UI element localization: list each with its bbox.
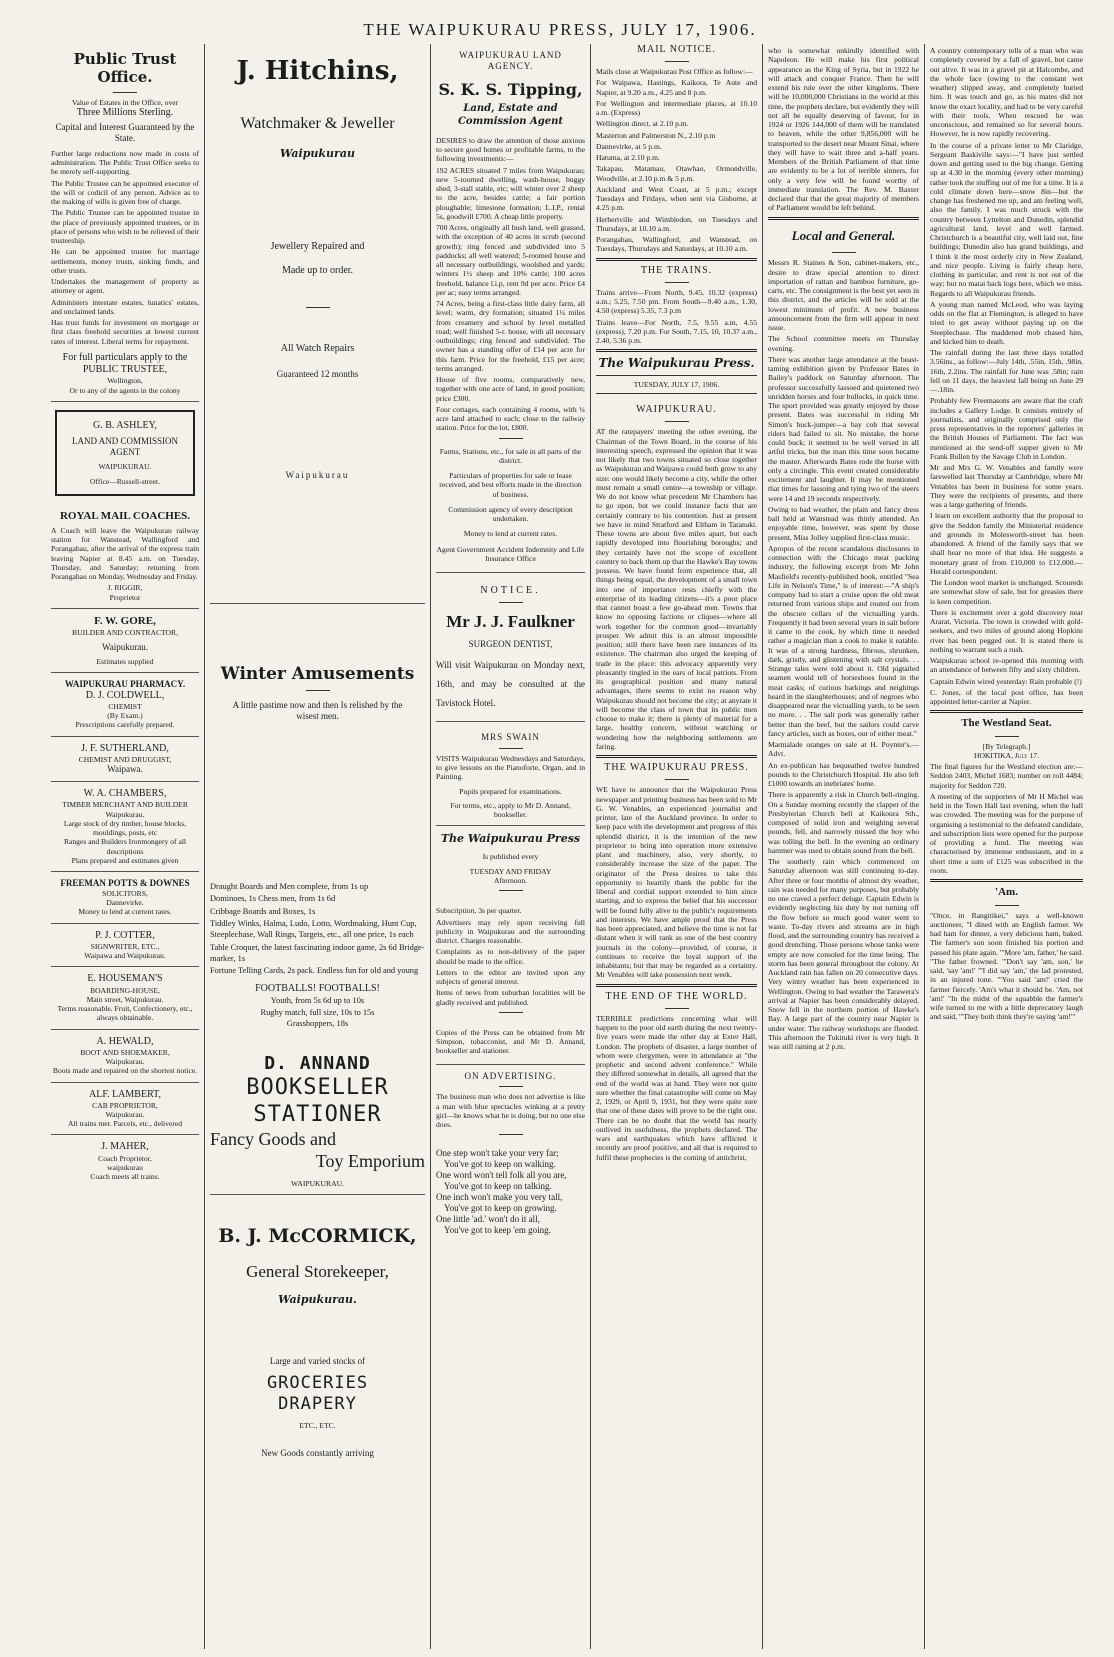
mccormick-ad [210, 1195, 425, 1465]
football-rugby: Rugby match, full size, 10s to 15s [260, 1007, 375, 1017]
chambers-ad [51, 782, 199, 872]
local-item: I learn on excellent authority that the proposal to give the Seddon family the Ministerial residence and grounds in Molesworth-street has been abandoned. A friend of the family says that we shall hear no more of that idea. He suggests a monetary grant of from £10,000 to £12,000.—Herald correspondent. [930, 511, 1083, 576]
mccormick-etc: ETC., ETC. [299, 1420, 336, 1430]
houseman-ad [51, 967, 199, 1029]
divider [499, 1134, 523, 1135]
football-grass: Grasshoppers, 18s [286, 1018, 349, 1028]
press-publication-ad [436, 826, 585, 1064]
hewald-ad [51, 1030, 199, 1083]
hitchins-ad [210, 44, 425, 604]
westland-sub: [By Telegraph.] [982, 741, 1031, 751]
column-4 [590, 44, 762, 1649]
public-trust-ad [51, 44, 199, 402]
potts-note: Money to lend at current rates. [78, 907, 172, 917]
maher-note: Coach meets all trains. [90, 1172, 160, 1182]
local-item: A country contemporary tells of a man who was completely covered by a fall of gravel, but came out alive. It was in a gravel pit at Halcombe, and the whole face (owing to the constant wet weather) slipped away, and completely buried him. It was touch and go, as his mates did not know the exact locality, and had to be very careful with their tools. When rescued he was unconscious, and remained so for several hours. However, he is now rapidly recovering. [930, 46, 1084, 139]
potts-ad [51, 872, 199, 924]
press-ad-sub: Subscription, 3s per quarter. [436, 906, 522, 916]
lambert-ad [51, 1083, 199, 1136]
faulkner-name: Mr J. J. Faulkner [446, 612, 575, 632]
am-article [930, 886, 1083, 1021]
divider [113, 92, 137, 93]
maher-ad [51, 1135, 199, 1187]
divider [665, 779, 689, 780]
land-note: Agent Government Accident Indemnity and Life Insurance Office [436, 544, 585, 563]
land-listing: 700 Acres, originally all bush land, well grassed, with the exception of 40 acres in scrub (second growth); ring fenced and subdivided into 5 paddocks; all well watered; 5-roomed house and all necessary outbuildings, woolshed and yards; winters 1½ sheep and 10% cattle; 100 acres freehold, balance l.i.p, rent 9d per acre. Price £4 per ac; easy terms arranged. [436, 223, 585, 297]
value-line: Value of Estates in the Office, over [71, 97, 179, 107]
lambert-place: Waipukurau. [105, 1109, 145, 1119]
poem-line: You've got to keep on walking. [444, 1159, 556, 1170]
tipping-name: S. K. S. Tipping, [438, 79, 583, 99]
pharmacy-title: WAIPUKURAU PHARMACY. [64, 678, 186, 689]
sutherland-role: CHEMIST AND DRUGGIST, [78, 754, 172, 764]
land-listing: House of five rooms, comparatively new, together with one acre of land, in good position; price £300. [436, 375, 585, 403]
editorial [596, 398, 757, 751]
press-heading [596, 356, 757, 394]
divider [768, 217, 919, 220]
public-trust-title: Public Trust Office. [73, 50, 177, 87]
annand-fancy: Fancy Goods and [210, 1128, 336, 1149]
local-item: The rainfall during the last three days totalled 3.56ins., as follow:—July 14th, .55in, 15th, .98in, 16th, 2.2ins. The rainfall for June was .58in; rain fell on 11 days, the heaviest fall being on June 29—.18in. [930, 348, 1083, 394]
notice-title: NOTICE. [480, 585, 541, 597]
potts-place: Dannevirke. [106, 898, 144, 908]
world-title: THE END OF THE WORLD. [605, 990, 748, 1002]
ashley-ad [55, 410, 195, 497]
column-5 [762, 44, 924, 1649]
mail-line: Masterton and Palmerston N., 2.10 p.m [596, 130, 716, 140]
winter-item: Table Croquet, the latest fascinating indoor game, 2s 6d Bridge-marker, 1s [210, 942, 425, 964]
mail-coaches-prop-label: Proprietor [109, 592, 141, 602]
press-sold-article [596, 762, 757, 979]
local-item: Apropos of the recent scandalous disclosures in connection with the Chicago meat packing industry, the following excerpt from Mr John Masfield's recently-published book, entitled "Sea Life in Nelson's Time," is of interest:—"A ship's company had to start a cruise upon the old meat returned from various ships and routed out from the obscure cellars of the victualling yards. Frequently it had been several years in salt before it came to the cook, by which time it needed rather a magician than a cook to make it eatable. It was of a strong hardness, fibrous, shrunken, dark, gristly, and glistening with salt crystals. . . Strange tales were told about it. Old pigtailed seamen would tell of horseshoes found in the meat casks; of curious barkings and neighings heard in the slaughterhouses; and of negroes who disappeared near the victualling yards, to be seen no more. . . The salt pork was generally rather better than the beef, but the sailors could carve fancy articles, such as boxes, out of either meat." [768, 543, 919, 738]
mccormick-stocks: Large and varied stocks of [269, 1356, 366, 1367]
mail-line: For Wellington and intermediate places, at 10.10 a.m. (Express) [596, 98, 757, 118]
particulars: For full particulars apply to the [62, 351, 188, 363]
capital-line: Capital and Interest Guaranteed by the State. [55, 122, 195, 143]
football-youth: Youth, from 5s 6d up to 10s [270, 996, 365, 1006]
divider [499, 602, 523, 603]
ashley-office: Office—Russell-street. [89, 477, 161, 487]
cotter-role: SIGNWRITER, ETC., [90, 941, 160, 951]
local-item: In the course of a private letter to Mr Claridge, Sergeant Baskiville says:—"I have just settled down and getting used to the big change. Getting up at 4.30 in the morning (every other morning) rather took the stuffing out of me for a time. It is a cold climate down here—snow 8in—but the change has freshened me up, and am feeling well, also the family. I was much struck with the country between Lyttelton and Dunedin, splendid agricultural land, level and well farmed. Christchurch is a beautiful city, well laid out, fine buildings; Dunedin also has grand buildings, and I think it the most orderly city in New Zealand, and nice people. Living is fairly cheap here, clothing in particular, and rent is not out of the way; but no matai back logs here, which we miss. Regards to all Waipukurau friends. [930, 140, 1083, 298]
trains-arrive: Trains arrive—From North, 9.45, 10.32 (express) a.m.; 5.25, 7.50 pm. From South—9.40 a.m., 1.30, 4.50 (express) 5.35, 7.3 p.m [596, 287, 757, 316]
trust-body: Has trust funds for investment on mortgage or first class freehold securities at lowest current rates of interest. Liberal terms for repayment. [51, 318, 199, 346]
mail-coaches-title: ROYAL MAIL COACHES. [59, 510, 191, 523]
press-sold-body: WE have to announce that the Waipukurau Press newspaper and printing business has been sold to Mr G. W. Venables, an experienced journalist and printer, late of the Auckland province. In order to keep pace with the development and progress of this splendid district, it is the intention of the new proprietor to bring into operation more extensive plant and machinery, also, very shortly, to considerably increase the size of the paper. The originator of the Press desires to take this opportunity to heartily thank the public for the liberal and cordial support extended to him since starting, and to express the belief that his successor will be found fully alive to the public's requirements and interests. We have ample proof that the Press has been appreciated, and believe the time is not far distant when it will rank as one of the best country journals in the colony—provided, of course, it continues to receive the loyal support of the inhabitants; but that may be regarded as a certainty. Mr Venables will take possession next week. [596, 785, 757, 980]
press-ad-complaints: Complaints as to non-delivery of the paper should be made to the office. [436, 947, 585, 966]
land-note: Commission agency of every description undertaken. [448, 504, 573, 524]
winter-item: Fortune Telling Cards, 2s pack. Endless fun for old and young [210, 966, 419, 976]
winter-item: Cribbage Boards and Boxes, 1s [210, 906, 316, 916]
local-item: There was another large attendance at the beast-taming exhibition given by Professor Bates in Bailey's paddock on Saturday afternoon. The professor successfully lassoed and quietened two unridden horses and four bullocks, in quick time. The sport provided was greatly enjoyed by those present. Bates was successful in riding Mr Simon's buck-jumper—a bay cob that several riders had failed to sit. No mistake, the horse could buck; it seemed to be well versed in all artful tricks, but the man this time soon became the master. Afterwards Bates rode the horse with only a circingle. This event created considerable excitement and laughter. It may be mentioned that times for lassoing and tying two of the steers were 14 and 19 seconds respectively. [768, 354, 919, 503]
land-agency-title: WAIPUKURAU LAND AGENCY. [459, 50, 562, 71]
trust-body: Further large reductions now made in costs of administration. The Public Trust Office seeks to be merely self-supporting. [51, 148, 199, 177]
mail-notice [596, 44, 757, 254]
maher-role: Coach Proprietor, [98, 1153, 152, 1163]
potts-role: SOLICITORS, [102, 888, 148, 898]
mail-line: For Waipawa, Hastings, Kaikora, Te Aute and Napier, at 9.20 a.m., 4.25 and 8 p.m. [596, 78, 757, 97]
hitchins-place2: Waipukurau [285, 470, 350, 481]
dentist-notice [436, 573, 585, 722]
press-ad-time: Afternoon. [493, 876, 528, 886]
mail-line: Hatuma, at 2.10 p.m. [596, 153, 660, 163]
westland-body: The final figures for the Westland election are:—Seddon 2403, Michel 1683; number on roll 4484; majority for Seddon 720. [930, 762, 1083, 790]
press-heading-date: TUESDAY, JULY 17, 1906. [633, 380, 720, 389]
public-trustee: PUBLIC TRUSTEE, [82, 364, 168, 376]
winter-title: Winter Amusements [220, 664, 415, 684]
cotter-name: P. J. COTTER, [95, 929, 155, 941]
local-item: The southerly rain which commenced on Saturday afternoon was still continuing to-day. After three or four months of almost dry weather, rain was needed for many purposes, but probably no one craved a perfect deluge. Captain Edwin is evidently neglecting his duty by not turning off the flow before so much good water went to waste. To-day rivers and streams are in high flood, and the surrounding country has received a good drenching. Those persons whose tanks were empty are now consoled for the time being. The storm has been general throughout the colony. At Auckland rain has fallen on 20 consecutive days. Very wintry weather has been experienced in Wellington. Owing to bad weather the Tarawera's arrival at Napier has been considerably delayed. Snow fell in the northern portion of Hawke's Bay. A large part of the country near Napier is under water. The railway workshops are flooded. This afternoon the Tukituki river is very high. It was still raining at 2 p.m. [768, 857, 919, 1052]
mail-coaches-body: A Coach will leave the Waipukurau railway station for Wanstead, Wallingford and Porangahau, after the arrival of the express train leaving Napier at 8.45 a.m. on Tuesday, Thursday, and Saturday; returning from Porangahau on Monday, Wednesday and Friday. [51, 525, 199, 582]
local-item: The London wool market is unchanged. Scoureds are somewhat slow of sale, but for greasies there is keen competition. [930, 578, 1083, 606]
divider [499, 1086, 523, 1087]
column-3 [430, 44, 590, 1649]
divider [499, 1012, 523, 1013]
poem-line: One word won't tell folk all you are, [436, 1170, 567, 1181]
local-item: The School committee meets on Thursday evening. [768, 334, 919, 353]
poem-line: One little 'ad.' won't do it all, [436, 1214, 540, 1225]
pharmacy-role: CHEMIST [108, 701, 142, 711]
cotter-place: Waipawa and Waipukurau. [84, 951, 166, 961]
annand-bookseller: BOOKSELLER [246, 1075, 389, 1101]
advertising-title: ON ADVERTISING. [464, 1070, 557, 1081]
local-item: Messrs R. Staines & Son, cabinet-makers, etc., desire to draw special attention to direct importation of rattan and bamboo furniture, go-carts, etc. The consignment is the best yet seen in this district, and the articles will be sold at the lowest minimum of profit. A new business announcement from the firm will appear in next issue. [768, 258, 919, 333]
maher-place: waipukurau [107, 1162, 143, 1172]
divider [995, 905, 1019, 906]
divider [665, 421, 689, 422]
annand-stationer: STATIONER [253, 1102, 382, 1128]
am-title: 'Am. [995, 886, 1018, 899]
sutherland-place: Waipawa. [107, 764, 143, 775]
end-of-world-article [596, 991, 757, 1162]
local-item: Owing to bad weather, the plain and fancy dress ball held at Wanstead was thinly attended. An enjoyable time, however, was spent by those present, Miss Jolley supplied first-class music. [768, 504, 919, 542]
hitchins-place: Waipukurau [280, 147, 355, 161]
swain-body: VISITS Waipukurau Wednesdays and Saturdays, to give lessons on the Pianoforte, Organ, and in Painting. [436, 753, 585, 782]
mccormick-place: Waipukurau. [278, 1292, 357, 1306]
mccormick-new-goods: New Goods constantly arriving [261, 1448, 374, 1459]
poem-line: One inch won't make you very tall, [436, 1192, 563, 1203]
divider [596, 349, 757, 352]
ashley-role: LAND AND COMMISSION AGENT [71, 436, 178, 457]
trust-body: The Public Trustee can be appointed executor of the will or codicil of any person. Advice as to the making of wills is given free of charge. [51, 178, 199, 207]
swain-title: MRS SWAIN [481, 731, 540, 742]
winter-intro: A little pastime now and then Is relished by the wisest men. [232, 699, 403, 721]
local-item: Probably few Freemasons are aware that the craft includes a Gallery Lodge. It consists entirely of journalists, and originally comprised only the press representatives in the reporters' galleries in the British Houses of Parliament. The fact was mentioned at the send-off supper given to Mr Frank Bullen by the Savage Club in London. [930, 396, 1083, 461]
divider [995, 736, 1019, 737]
land-agency-ad [436, 44, 585, 573]
poem-line: One step won't take your very far; [436, 1148, 559, 1159]
divider [499, 438, 523, 439]
press-sold-title: THE WAIPUKURAU PRESS. [604, 762, 749, 774]
gore-role: BUILDER AND CONTRACTOR, [72, 628, 178, 638]
value-amount: Three Millions Sterling. [76, 106, 174, 118]
trust-body: He can be appointed trustee for marriage settlements, money trusts, sinking funds, and other trusts. [51, 247, 199, 275]
faulkner-role: SURGEON DENTIST, [468, 639, 553, 649]
hewald-name: A. HEWALD, [96, 1035, 154, 1047]
press-ad-title: The Waipukurau Press [440, 832, 581, 846]
divider [596, 258, 757, 261]
annand-name: D. ANNAND [264, 1053, 371, 1075]
local-general-title: Local and General. [791, 227, 896, 243]
ashley-place: WAIPUKURAU. [98, 461, 152, 471]
advertising-piece [436, 1065, 585, 1243]
land-note: Money to lend at current rates. [463, 529, 558, 539]
tipping-role1: Land, Estate and [463, 103, 558, 115]
mccormick-role: General Storekeeper, [246, 1262, 389, 1282]
mail-intro: Mails close at Waipukurau Post Office as follow:— [596, 67, 753, 77]
divider [930, 710, 1083, 713]
hitchins-line1: Jewellery Repaired and [270, 240, 365, 252]
mail-line: Herbertville and Wimbledon, on Tuesdays and Thursdays, at 10.10 a.m. [596, 214, 757, 233]
trust-agents: Or to any of the agents in the colony [69, 385, 181, 395]
westland-article [930, 717, 1083, 875]
pharmacy-name: D. J. COLDWELL, [85, 689, 165, 701]
press-ad-items: Items of news from suburban localities will be gladly received and published. [436, 988, 585, 1007]
lambert-note: All trains met. Parcels, etc., delivered [67, 1119, 183, 1129]
winter-amusements-ad [210, 604, 425, 874]
mail-coaches-proprietor: J. RIGGIR, [107, 583, 143, 593]
local-item: There is excitement over a gold discovery near Ararat, Victoria. The town is crowded with gold-seekers, and two miles of ground along Hopkins river has been pegged out. It is stated there is nothing to warrant such a rush. [930, 607, 1083, 654]
divider [306, 307, 330, 308]
lambert-role: CAB PROPRIETOR, [92, 1100, 158, 1110]
hitchins-line4: Guaranteed 12 months [276, 369, 359, 380]
winter-item: Dominoes, 1s Chess men, from 1s 6d [210, 894, 336, 904]
footballs: FOOTBALLS! FOOTBALLS! [255, 982, 380, 994]
editorial-title: WAIPUKURAU. [636, 404, 717, 416]
press-ad-pub: Is published every [482, 851, 539, 861]
divider [665, 1008, 689, 1009]
column-6 [924, 44, 1088, 1649]
divider [665, 282, 689, 283]
local-item: There is apparently a risk in Church bell-ringing. On a Sunday morning recently the clapper of the Presbyterian Church bell at Kaikoura Sth., composed of solid iron and weighing several pounds, fell, and narrowly missed the boy who was tolling the bell. In the evening an ordinary hammer was used to obtain sound from the bell. [768, 790, 919, 855]
winter-list [210, 874, 425, 1029]
westland-body: A meeting of the supporters of Mr H Michel was held in the Town Hall last evening, when the hall was crowded. The meeting was for the purpose of organising a testimonial to the defeated candidate, and subscription lists were opened for the purpose of providing a fund. The meeting was characterised by immense enthusiasm, and in a short time a sum of £125 was subscribed in the room. [930, 791, 1083, 875]
divider [499, 890, 523, 891]
hewald-place: Waipukurau. [105, 1057, 145, 1067]
swain-ad [436, 722, 585, 826]
trust-body: Administers intestate estates, lunatics' estates, and unclaimed lands. [51, 297, 199, 316]
mail-line: Auckland and West Coast, at 5 p.m.; except Tuesdays and Fridays, when sent via Gisborne, at 4.25 p.m. [596, 184, 757, 213]
land-note: Particulars of properties for sale or lease received, and best efforts made in the direction of business. [439, 471, 582, 499]
local-item: Mr and Mrs G. W. Venables and family were farewelled last Thursday at Cambridge, where Mr Venables has been in business for some years. They were the recipients of presents, and there was a large gathering of friends. [930, 463, 1083, 509]
mail-title: MAIL NOTICE. [637, 44, 716, 55]
divider [832, 252, 856, 253]
chambers-place: Waipukurau. [105, 809, 145, 819]
advertising-poem [436, 1140, 585, 1236]
tipping-role2: Commission Agent [457, 115, 564, 127]
poem-line: You've got to keep on talking. [444, 1181, 552, 1192]
chambers-role: TIMBER MERCHANT AND BUILDER [62, 800, 188, 810]
world-body: TERRIBLE predictions concerning what will happen to the poor old earth during the next twenty-five years were made the other day at Exter Hall, London. The prophets of disaster, a large number of whom were clergymen, were in attendance at "the prophetic and second advent conference." While they differed somewhat in details, all agreed that the end of the world was at hand. They were not quite sure whether the final catastrophe will come on May 2, 1929, or April 9, 1931, but they were quite sure that one of these dates will prove to be the right one. There can be no doubt that the world has nearly outlived its usefulness, the prophets declared. The wars and earthquakes which have afflicted it recently are proof positive, and all that is required to fulfil these prophecies is the coming of antichrist, [596, 1013, 757, 1162]
chambers-note: Ranges and Builders Ironmongery of all descriptions [63, 837, 187, 856]
hitchins-line3: All Watch Repairs [280, 343, 355, 355]
divider [306, 690, 330, 691]
divider [930, 879, 1083, 882]
divider [665, 61, 689, 62]
land-listing: 192 ACRES situated 7 miles from Waipukurau; new 5-roomed dwelling, wash-house, buggy shed, 3-stall stable, etc; will winter over 2 sheep to the acre, besides cattle; a fair portion ploughable; limestone formation; L.I.P., rental 5s, goodwill £700. A cheap little property. [436, 165, 585, 221]
mail-line: Takapau, Matamau, Otawhao, Ormondville, Woodville, at 2.10 p.m & 5 p.m. [596, 164, 757, 183]
chambers-name: W. A. CHAMBERS, [83, 788, 167, 800]
annand-toy: Toy Emporium [315, 1150, 425, 1171]
am-body: "Once, in Rangitikei," says a well-known auctioneer, "I dined with an English farmer. We had ham for dinner, a very delicious ham, baked. The farmer's son soon finished his portion and passed his plate again. "'More 'am, father,' he said. "The father frowned. "'Don't say 'am, son,' he said, 'say 'am!' "'I did say 'am,' the lad protested, in an injured tone. "'You said 'am!' cried the farmer fiercely. 'Am's what it should be. 'Am, not 'am!' "In the midst of the squabble the farmer's wife turned to me with a little deprecatory laugh and said, "'They both think they're saying 'am!'" [930, 910, 1083, 1022]
pharmacy-ad [51, 673, 199, 737]
trust-city: Wellington, [107, 376, 143, 386]
chambers-note: Large stock of dry timber, house blocks, mouldings, posts, etc [63, 818, 187, 837]
pharmacy-note: Prescriptions carefully prepared. [75, 720, 175, 730]
local-item: Marmalade oranges on sale at H. Poynter's.—Advt. [768, 740, 919, 759]
houseman-name: E. HOUSEMAN'S [87, 973, 163, 985]
gore-name: F. W. GORE, [94, 614, 156, 627]
swain-pupils: Pupils prepared for examinations. [459, 787, 562, 797]
houseman-role: BOARDING-HOUSE, [90, 985, 160, 995]
editorial-body: AT the ratepayers' meeting the other evening, the Chairman of the Town Board, in the course of his interesting speech, expressed the opinion that it was not likely that two towns situated so close together as Waipukurau and Waipawa could both grow to any size: one would likely become a city, while the other must remain a small centre—a township or village. We do not know what precedent Mr Chambers has to go upon, but we could instance facts that are certainly contrary to his contention. Just at present we have in mind Stratford and Eltham in Taranaki. These towns are about five miles apart, but each rapidly developed into flourishing boroughs; and they certainly have not the scope of excellent country to back them up that the Hawke's Bay towns possess. We have found from experience that, all things being equal, the development of a small town into one of importance rests chiefly with the enterprise of its leading citizens—it's a poor place that cannot boast a few go-ahead men. Towns that know no opposing factions or cliques—where all work together for the common good—invariably prosper. We admit this is an almost impossible position; still there have been rare instances of its existence. The chairman also urged the keeping of trade in the place: this advocacy apparently very pleasantly tingled in the ears of local patriots. From its geographical position and many natural advantages, there seems to exist no reason why Waipukurau should not become the city; at anyrate it will become the class of town that its public men choose to make it; there is plenty of material for a large, healthy concern, without watching or wondering how the neighboring settlements are faring. [596, 427, 757, 751]
hewald-note: Boots made and repaired on the shortest notice. [52, 1066, 198, 1076]
trust-body: The Public Trustee can be appointed trustee in the place of previously appointed trustees, or in place of persons who wish to be relieved of their trusteeship. [51, 208, 199, 246]
land-listing: 74 Acres, being a first-class little dairy farm, all level; warm, dry formation; situated 1¼ miles from creamery and school by level metalled road; well finished 5-r. house, with all necessary outbuildings; ring fenced and subdivided. The owner has a standing offer of £14 per acre for this farm. Price for the freehold, £15 per acre; terms arranged. [436, 299, 585, 373]
local-item: C. Jones, of the local post office, has been appointed letter-carrier at Napier. [930, 687, 1083, 706]
column-1 [46, 44, 204, 1649]
gore-place: Waipukurau. [101, 641, 148, 652]
mccormick-name: B. J. McCORMICK, [218, 1225, 417, 1248]
mccormick-drapery: DRAPERY [278, 1394, 357, 1415]
maher-name: J. MAHER, [101, 1141, 149, 1153]
cotter-ad [51, 924, 199, 968]
trains-leave: Trains leave—For North, 7.5, 9.55 a.m, 4.55 (express), 7.20 p.m. For South, 7.15, 10, 10.37 a.m., 2.40, 5.36 p.m. [596, 317, 757, 346]
westland-dateline: HOKITIKA, July 17. [973, 750, 1040, 760]
gore-note: Estimates supplied [96, 656, 154, 666]
divider [596, 755, 757, 758]
local-item: A young man named McLeod, who was laying odds on the flat at Flemington, is alleged to have tried to get away without paying up on the Steeplechase. The maddened mob chased him, and kicked him to death. [930, 299, 1083, 346]
poem-line: You've got to keep 'em going. [444, 1225, 551, 1236]
mail-line: Dannevirke, at 5 p.m. [596, 141, 662, 151]
sutherland-name: J. F. SUTHERLAND, [81, 742, 169, 754]
land-note: Farms, Stations, etc., for sale in all parts of the district. [439, 446, 582, 465]
divider [499, 748, 523, 749]
annand-ad [210, 1029, 425, 1195]
press-ad-advert: Advertisers may rely upon receiving full publicity in Waipukurau and the surrounding district. Charges reasonable. [436, 917, 585, 946]
poem-line: You've got to keep on growing. [444, 1203, 557, 1214]
local-item: Waipukurau school re-opened this morning with an attendance of between fifty and sixty children. [930, 656, 1083, 675]
swain-terms: For terms, etc., apply to Mr D. Annand, bookseller. [450, 800, 571, 819]
winter-item: Tiddley Winks, Halma, Ludo, Lotto, Wordmaking, Hunt Cup, Steeplechase, Wall Rings, Targets, etc., all one price, 1s each [210, 919, 417, 940]
houseman-place: Main street, Waipukurau. [86, 994, 164, 1004]
mail-coaches-ad [51, 504, 199, 608]
land-intro: DESIRES to draw the attention of those anxious to secure good homes or profitable farms, to the following investments:— [436, 135, 585, 164]
column-2 [204, 44, 430, 1649]
local-item: An ex-publican has bequeathed twelve hundred pounds to the Christchurch Hospital. He also left £1000 towards an inebriates' home. [768, 760, 919, 789]
mail-line: Porangahau, Wallingford, and Wanstead, on Tuesdays, Thursdays and Saturdays, at 10.10 a.m. [596, 235, 757, 254]
gore-ad [51, 609, 199, 673]
hitchins-line2: Made up to order. [281, 264, 354, 276]
mccormick-groceries: GROCERIES [266, 1373, 369, 1394]
trust-body: Undertakes the management of property as attorney or agent. [51, 277, 199, 296]
land-listing: Four cottages, each containing 4 rooms, with ¼ acre land attached to each; close to the railway station. Price for the lot, £800. [436, 404, 585, 433]
winter-item: Draught Boards and Men complete, from 1s up [210, 882, 369, 891]
hitchins-name: J. Hitchins, [236, 56, 399, 86]
masthead: THE WAIPUKURAU PRESS, JULY 17, 1906. [363, 20, 757, 39]
faulkner-body: Will visit Waipukurau on Monday next, 16th, and may be consulted at the Tavistock Hotel. [436, 659, 585, 708]
divider [596, 984, 757, 987]
world-continued: who is somewhat unkindly identified with Napoleon. He will make his first political appearance as the King of Syria, but in 1922 he will attack and conquer France. Then he will extend his rule over the other kingdoms. There will be 10,000,000 Christians in the world at this time, the prophets declare, but evidently they will not all be equally deserving of favour, for in 1924 or 1926 144,000 of them will be translated to heaven, while the other 9,856,000 will be transported to the desert near Mount Sinai, where they will have to wait three and a-half years. Members of the British Parliament of that time are evidently to be a lot of terrible sinners, for only a very few will be found worthy of immediate translation. The Rev. M. Baxter declared that that the great majority of members of Parliament would be left behind. [768, 46, 919, 213]
press-ad-copies: Copies of the Press can be obtained from Mr Simpson, tobacconist, and Mr D. Annand, bookseller and stationer. [436, 1027, 585, 1056]
houseman-note: Terms reasonable. Fruit, Confectionery, etc., always obtainable. [57, 1004, 193, 1023]
press-ad-letters: Letters to the editor are invited upon any subjects of general interest. [436, 967, 585, 987]
sutherland-ad [51, 737, 199, 782]
hewald-role: BOOT AND SHOEMAKER, [80, 1047, 170, 1057]
annand-place: WAIPUKURAU. [291, 1178, 344, 1188]
potts-name: FREEMAN POTTS & DOWNES [60, 878, 190, 888]
press-ad-days: TUESDAY AND FRIDAY [469, 866, 552, 876]
ashley-name: G. B. ASHLEY, [93, 419, 157, 431]
chambers-note: Plans prepared and estimates given [71, 855, 179, 865]
pharmacy-exam: (By Exam.) [107, 711, 143, 721]
trains-title: THE TRAINS. [640, 264, 713, 276]
westland-title: The Westland Seat. [961, 717, 1052, 730]
hitchins-role: Watchmaker & Jeweller [240, 114, 395, 132]
lambert-name: ALF. LAMBERT, [88, 1088, 162, 1100]
trains-notice [596, 265, 757, 346]
mail-line: Wellington direct, at 2.10 p.m. [596, 119, 689, 129]
local-item: Captain Edwin wired yesterday: Rain probable (!) [930, 676, 1082, 686]
press-heading-title: The Waipukurau Press. [598, 356, 755, 371]
advertising-body: The business man who does not advertise is like a man with blue spectacles winking at a pretty girl—he knows what he is doing, but no one else does. [436, 1092, 585, 1130]
